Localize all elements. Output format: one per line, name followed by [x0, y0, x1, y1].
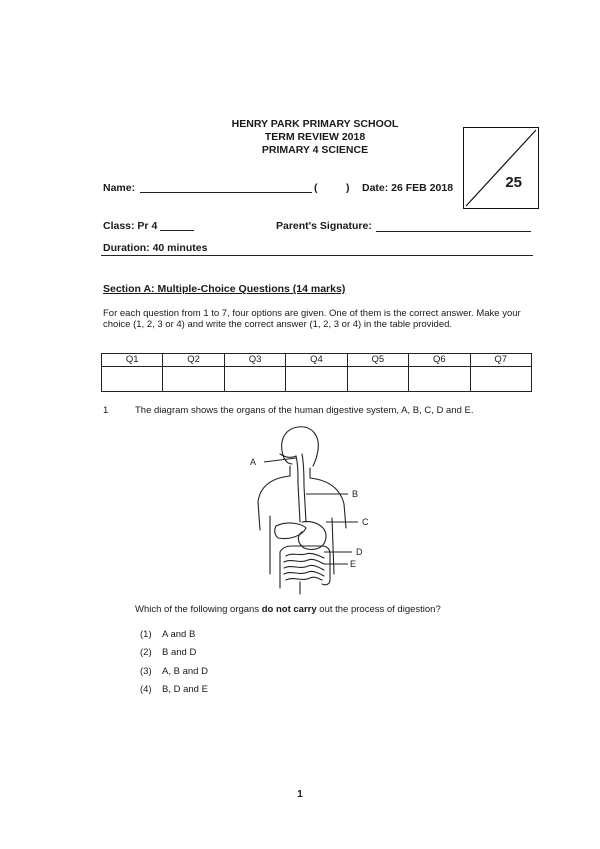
- question-1-prompt-emphasis: do not carry: [261, 604, 317, 615]
- question-1-number: 1: [103, 405, 109, 416]
- answer-header-q4: Q4: [286, 354, 347, 367]
- answer-cell-q2[interactable]: [163, 367, 224, 392]
- answer-header-q7: Q7: [470, 354, 531, 367]
- answer-cell-q1[interactable]: [102, 367, 163, 392]
- answer-header-q2: Q2: [163, 354, 224, 367]
- answer-cell-q5[interactable]: [347, 367, 408, 392]
- answer-header-q5: Q5: [347, 354, 408, 367]
- option-number: (2): [140, 647, 152, 658]
- exam-header: [150, 118, 480, 157]
- header-divider: [101, 255, 533, 256]
- answer-cell-q7[interactable]: [470, 367, 531, 392]
- option-number: (3): [140, 666, 152, 677]
- answer-cell-q4[interactable]: [286, 367, 347, 392]
- answer-table-row: [102, 367, 532, 392]
- digestive-system-diagram: [240, 424, 380, 601]
- option-text: B, D and E: [162, 684, 208, 695]
- parent-signature-field[interactable]: [376, 231, 531, 232]
- diagram-label-c: C: [362, 517, 369, 527]
- option-number: (4): [140, 684, 152, 695]
- subject-title: PRIMARY 4 SCIENCE: [261, 144, 369, 156]
- class-field[interactable]: [160, 230, 194, 231]
- section-instructions: For each question from 1 to 7, four options are given. One of them is the correct answer. Make your choice (1, 2, 3 or 4) and write the correct answer (1, 2, 3 or 4) in the table provided.: [103, 308, 521, 330]
- answer-header-q3: Q3: [224, 354, 285, 367]
- option-text: A and B: [162, 629, 196, 640]
- register-open-bracket: (: [314, 182, 318, 194]
- option-number: (1): [140, 629, 152, 640]
- digestive-system-illustration: [240, 424, 380, 596]
- answer-cell-q3[interactable]: [224, 367, 285, 392]
- duration-label: Duration: 40 minutes: [103, 242, 208, 254]
- question-1-text: The diagram shows the organs of the human digestive system, A, B, C, D and E.: [135, 405, 474, 416]
- name-label: Name:: [103, 182, 136, 194]
- answer-table-header: [102, 354, 532, 367]
- option-text: A, B and D: [162, 666, 208, 677]
- question-1-prompt-end: out the process of digestion?: [316, 604, 441, 615]
- option-text: B and D: [162, 647, 197, 658]
- score-diagonal: [464, 128, 538, 208]
- class-label: Class: Pr 4: [103, 220, 158, 232]
- diagram-label-b: B: [352, 489, 359, 499]
- answer-table: [101, 353, 532, 392]
- parent-signature-label: Parent's Signature:: [276, 220, 372, 232]
- name-field[interactable]: [140, 192, 312, 193]
- page-number: 1: [297, 789, 303, 800]
- question-1-prompt: [135, 604, 441, 615]
- answer-header-q1: Q1: [102, 354, 163, 367]
- diagram-label-d: D: [356, 547, 363, 557]
- score-box: [463, 127, 539, 209]
- date-label: Date: 26 FEB 2018: [362, 182, 454, 194]
- school-name: HENRY PARK PRIMARY SCHOOL: [231, 118, 399, 130]
- answer-header-q6: Q6: [409, 354, 470, 367]
- exam-title: TERM REVIEW 2018: [264, 131, 366, 143]
- register-close-bracket: ): [346, 182, 350, 194]
- diagram-label-a: A: [250, 457, 257, 467]
- section-a-title: Section A: Multiple-Choice Questions (14 marks): [103, 283, 346, 295]
- score-total: 25: [505, 174, 522, 191]
- diagram-label-e: E: [350, 559, 357, 569]
- answer-cell-q6[interactable]: [409, 367, 470, 392]
- question-1-prompt-start: Which of the following organs: [135, 604, 262, 615]
